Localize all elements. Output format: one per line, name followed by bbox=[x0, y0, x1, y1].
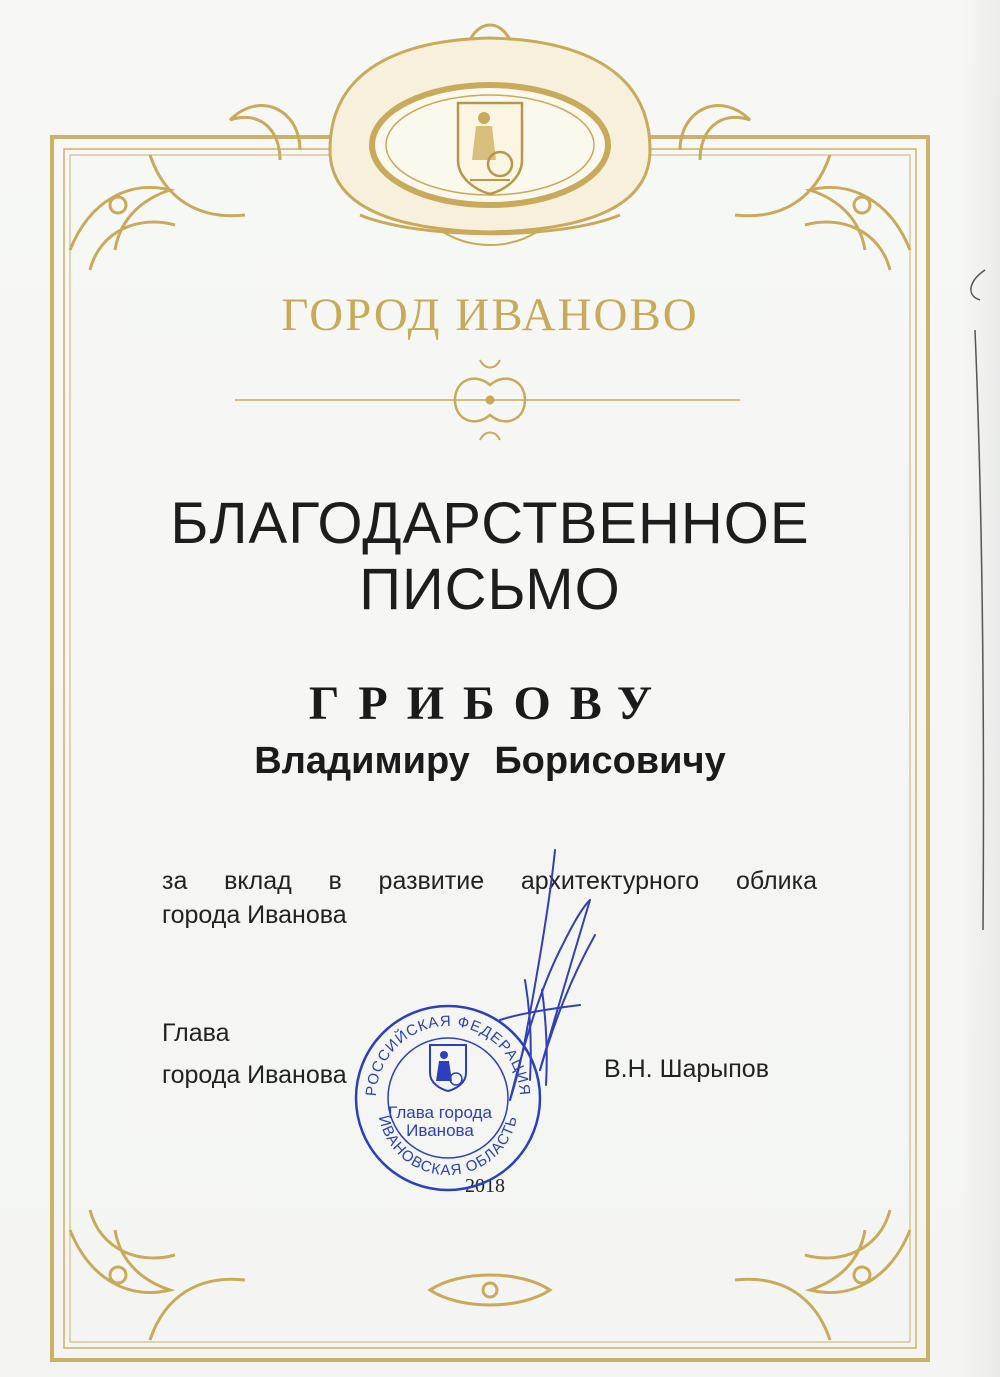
award-reason-line2: города Иванова bbox=[162, 901, 347, 929]
recipient-surname: ГРИБОВУ bbox=[308, 677, 672, 730]
signatory-name: В.Н. Шарыпов bbox=[604, 1055, 769, 1083]
stamp-center-line2: Иванова bbox=[406, 1121, 474, 1140]
document-title-line1: БЛАГОДАРСТВЕННОЕ bbox=[170, 491, 810, 556]
scan-edge-artifact bbox=[955, 250, 1000, 950]
stamp-coat-of-arms-icon bbox=[430, 1045, 466, 1091]
city-name-heading: ГОРОД ИВАНОВО bbox=[281, 289, 699, 341]
document-year: 2018 bbox=[465, 1175, 505, 1197]
stamp-center-line1: Глава города bbox=[388, 1103, 492, 1122]
stamp-outer-bottom-text: ИВАНОВСКАЯ ОБЛАСТЬ bbox=[374, 1113, 522, 1180]
signatory-role-line2: города Иванова bbox=[162, 1061, 347, 1089]
signatory-role-line1: Глава bbox=[162, 1019, 230, 1047]
document-title-line2: ПИСЬМО bbox=[359, 557, 621, 622]
ornament-divider-icon bbox=[235, 360, 740, 440]
handwritten-signature bbox=[470, 840, 620, 1110]
city-coat-of-arms-icon bbox=[458, 103, 522, 194]
award-reason-line1: за вклад в развитие архитектурного облика bbox=[162, 867, 817, 895]
stamp-outer-top-text: РОССИЙСКАЯ ФЕДЕРАЦИЯ bbox=[362, 1012, 534, 1097]
signatory-role bbox=[162, 1012, 347, 1096]
recipient-given-names: Владимиру Борисовичу bbox=[254, 740, 726, 782]
